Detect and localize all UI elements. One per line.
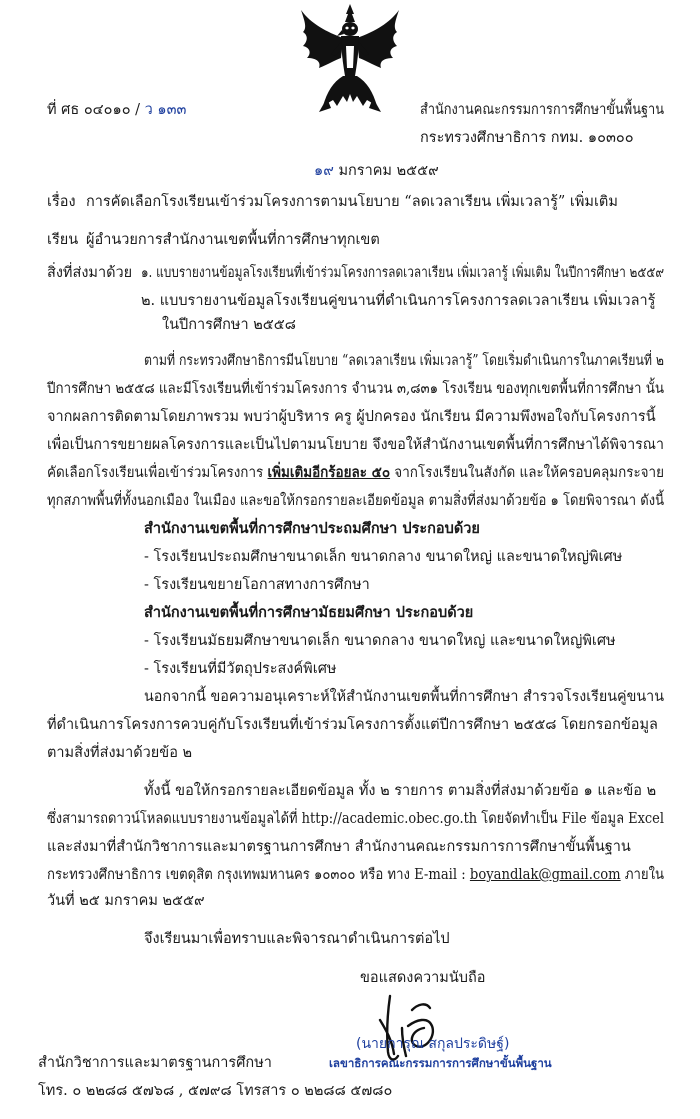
signatory-position: เลขาธิการคณะกรรมการการศึกษาขั้นพื้นฐาน xyxy=(329,1056,552,1070)
list-item: - โรงเรียนประถมศึกษาขนาดเล็ก ขนาดกลาง ขนาดใหญ่ และขนาดใหญ่พิเศษ xyxy=(144,549,623,565)
footer-department: สำนักวิชาการและมาตรฐานการศึกษา xyxy=(38,1055,272,1071)
body-line: จากผลการติดตามโดยภาพรวม พบว่าผู้บริหาร ครู ผู้ปกครอง นักเรียน มีความพึงพอใจกับโครงการนี้ xyxy=(47,409,656,425)
footer-contact: โทร. ๐ ๒๒๘๘ ๕๗๖๘ , ๕๗๙๘ โทรสาร ๐ ๒๒๘๘ ๕๗๘๐ xyxy=(38,1083,393,1099)
body-line: ตามที่ กระทรวงศึกษาธิการมีนโยบาย “ลดเวลาเรียน เพิ่มเวลารู้” โดยเริ่มดำเนินการในภาคเรียนที่ ๒ xyxy=(144,353,665,369)
enclosure-item-continuation: ในปีการศึกษา ๒๕๕๘ xyxy=(162,317,296,333)
body-line xyxy=(47,865,664,885)
body-line: ที่ดำเนินการโครงการควบคู่กับโรงเรียนที่เข้าร่วมโครงการตั้งแต่ปีการศึกษา ๒๕๕๘ โดยกรอกข้อมูล xyxy=(47,717,658,733)
primary-section-heading: สำนักงานเขตพื้นที่การศึกษาประถมศึกษา ประกอบด้วย xyxy=(144,520,480,537)
emphasis-text: เพิ่มเติมอีกร้อยละ ๕๐ xyxy=(267,464,391,481)
reference-prefix: ที่ ศธ ๐๔๐๑๐ / xyxy=(47,102,141,118)
subject-text: การคัดเลือกโรงเรียนเข้าร่วมโครงการตามนโยบาย “ลดเวลาเรียน เพิ่มเวลารู้” เพิ่มเติม xyxy=(86,194,618,210)
to-label: เรียน xyxy=(47,232,79,248)
closing-request: จึงเรียนมาเพื่อทราบและพิจารณาดำเนินการต่อไป xyxy=(144,931,450,947)
to-text: ผู้อำนวยการสำนักงานเขตพื้นที่การศึกษาทุกเขต xyxy=(86,232,380,248)
list-item: - โรงเรียนมัธยมศึกษาขนาดเล็ก ขนาดกลาง ขนาดใหญ่ และขนาดใหญ่พิเศษ xyxy=(144,633,616,649)
email-link[interactable]: boyandlak@gmail.com xyxy=(469,867,621,883)
body-text: จากโรงเรียนในสังกัด และให้ครอบคลุมกระจาย xyxy=(390,465,665,481)
enclosures-label: สิ่งที่ส่งมาด้วย xyxy=(47,265,133,281)
date-day-handwritten: ๑๙ xyxy=(314,163,334,179)
body-text: ภายใน xyxy=(620,867,665,883)
body-line: ปีการศึกษา ๒๕๕๘ และมีโรงเรียนที่เข้าร่วมโครงการ จำนวน ๓,๘๓๑ โรงเรียน ของทุกเขตพื้นที่การศึกษา นั้น xyxy=(47,381,665,397)
body-line: ทุกสภาพพื้นที่ทั้งนอกเมือง ในเมือง และขอให้กรอกรายละเอียดข้อมูล ตามสิ่งที่ส่งมาด้วยข้อ ๑ โดยพิจารณา ดังนี้ xyxy=(47,493,665,509)
signatory-name: (นายการุณ สกุลประดิษฐ์) xyxy=(356,1036,510,1052)
body-line: นอกจากนี้ ขอความอนุเคราะห์ให้สำนักงานเขตพื้นที่การศึกษา สำรวจโรงเรียนคู่ขนาน xyxy=(144,689,665,705)
enclosure-item: ๒. แบบรายงานข้อมูลโรงเรียนคู่ขนานที่ดำเนินการโครงการลดเวลาเรียน เพิ่มเวลารู้ xyxy=(141,293,656,309)
enclosure-item: ๑. แบบรายงานข้อมูลโรงเรียนที่เข้าร่วมโครงการลดเวลาเรียน เพิ่มเวลารู้ เพิ่มเติม ในปีการศึกษา ๒๕๕๙ xyxy=(141,265,665,281)
body-line: ตามสิ่งที่ส่งมาด้วยข้อ ๒ xyxy=(47,745,193,761)
body-line xyxy=(47,463,664,483)
garuda-emblem xyxy=(297,2,403,114)
body-text: คัดเลือกโรงเรียนเพื่อเข้าร่วมโครงการ xyxy=(47,465,268,481)
salutation: ขอแสดงความนับถือ xyxy=(360,970,486,986)
reference-handwritten-number: ว ๑๓๓ xyxy=(144,102,187,118)
body-text: กระทรวงศึกษาธิการ เขตดุสิต กรุงเทพมหานคร ๑๐๓๐๐ หรือ ทาง E-mail : xyxy=(47,867,470,883)
body-line: ทั้งนี้ ขอให้กรอกรายละเอียดข้อมูล ทั้ง ๒ รายการ ตามสิ่งที่ส่งมาด้วยข้อ ๑ และข้อ ๒ xyxy=(144,783,657,799)
letter-date xyxy=(314,161,439,181)
subject-label: เรื่อง xyxy=(47,194,76,210)
list-item: - โรงเรียนขยายโอกาสทางการศึกษา xyxy=(144,577,370,593)
reference-number xyxy=(47,100,186,120)
body-line: เพื่อเป็นการขยายผลโครงการและเป็นไปตามนโยบาย จึงขอให้สำนักงานเขตพื้นที่การศึกษาได้พิจารณา xyxy=(47,437,664,453)
body-line: ซึ่งสามารถดาวน์โหลดแบบรายงานข้อมูลได้ที่ http://academic.obec.go.th โดยจัดทำเป็น File ข้อมูล Excel xyxy=(47,811,665,827)
body-line: วันที่ ๒๕ มกราคม ๒๕๕๙ xyxy=(47,893,205,909)
secondary-section-heading: สำนักงานเขตพื้นที่การศึกษามัธยมศึกษา ประกอบด้วย xyxy=(144,604,474,621)
date-month-year: มกราคม ๒๕๕๙ xyxy=(338,163,439,179)
list-item: - โรงเรียนที่มีวัตถุประสงค์พิเศษ xyxy=(144,661,337,677)
body-line: และส่งมาที่สำนักวิชาการและมาตรฐานการศึกษา สำนักงานคณะกรรมการการศึกษาขั้นพื้นฐาน xyxy=(47,839,631,855)
issuing-office: สำนักงานคณะกรรมการการศึกษาขั้นพื้นฐาน xyxy=(420,102,665,118)
office-address: กระทรวงศึกษาธิการ กทม. ๑๐๓๐๐ xyxy=(420,130,634,146)
